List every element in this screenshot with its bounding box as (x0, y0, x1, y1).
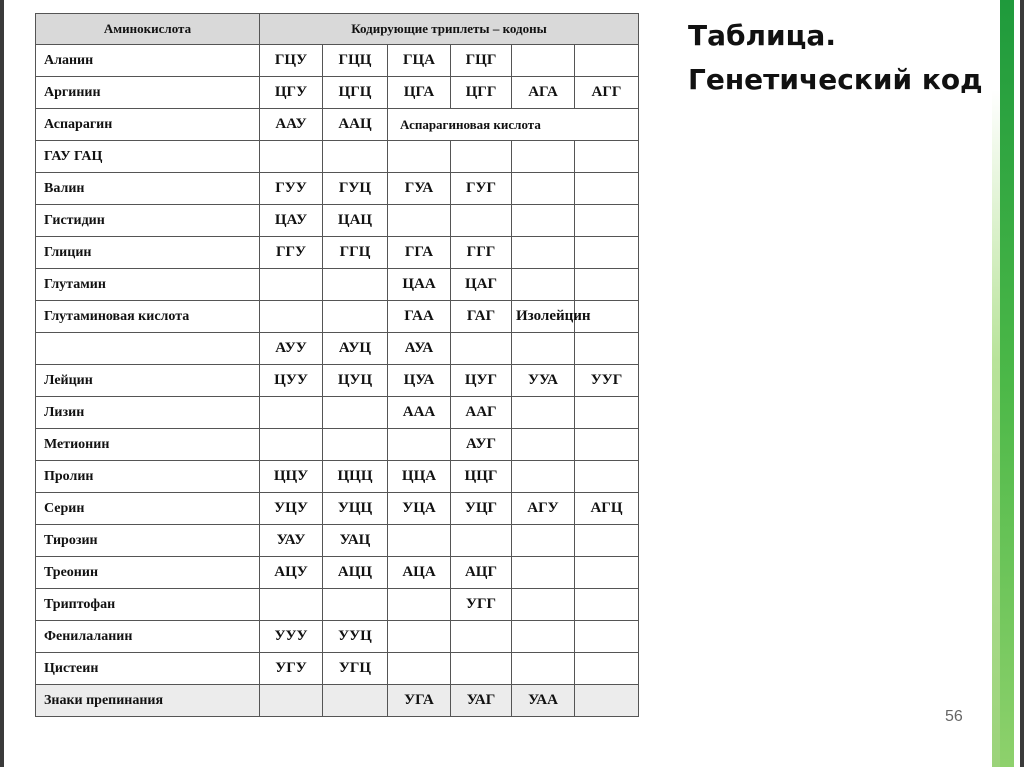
table-row (36, 621, 639, 653)
codon-cell: АЦГ (451, 557, 512, 589)
slide (4, 0, 1020, 767)
codon-cell: ЦГУ (260, 77, 323, 109)
amino-acid-cell: Глицин (36, 237, 260, 269)
slide-title (688, 14, 983, 102)
codon-cell: ГЦУ (260, 45, 323, 77)
codon-cell: ААЦ (323, 109, 388, 141)
table-row (36, 141, 639, 173)
codon-cell (512, 269, 575, 301)
codon-cell: УАА (512, 685, 575, 717)
codon-cell: ГУУ (260, 173, 323, 205)
table-row (36, 653, 639, 685)
codon-cell (388, 589, 451, 621)
table-row (36, 397, 639, 429)
codon-cell (512, 173, 575, 205)
table-row (36, 269, 639, 301)
codon-cell: ГАА (388, 301, 451, 333)
codon-cell (575, 429, 639, 461)
codon-cell (575, 685, 639, 717)
amino-acid-cell: Валин (36, 173, 260, 205)
codon-cell: ЦЦА (388, 461, 451, 493)
codon-cell: ГГЦ (323, 237, 388, 269)
codon-cell: АУЦ (323, 333, 388, 365)
codon-cell: УГЦ (323, 653, 388, 685)
codon-cell: АЦЦ (323, 557, 388, 589)
codon-cell (323, 301, 388, 333)
amino-acid-cell: Тирозин (36, 525, 260, 557)
decorative-stripe (1000, 0, 1014, 767)
codon-cell: ЦАЦ (323, 205, 388, 237)
codon-cell (388, 141, 451, 173)
table-row (36, 45, 639, 77)
codon-cell: УУА (512, 365, 575, 397)
table-row (36, 557, 639, 589)
codon-cell: ЦУА (388, 365, 451, 397)
amino-acid-cell: Фенилаланин (36, 621, 260, 653)
table-row (36, 205, 639, 237)
codon-cell (575, 269, 639, 301)
codon-cell: УАУ (260, 525, 323, 557)
genetic-code-table (35, 13, 639, 717)
codon-cell (260, 589, 323, 621)
codon-cell: ЦУЦ (323, 365, 388, 397)
codon-cell: ЦЦГ (451, 461, 512, 493)
codon-cell (512, 205, 575, 237)
table-row (36, 525, 639, 557)
header-amino-acid: Аминокислота (36, 14, 260, 45)
codon-cell (260, 269, 323, 301)
codon-cell: ЦАУ (260, 205, 323, 237)
table-row (36, 237, 639, 269)
codon-cell: УЦА (388, 493, 451, 525)
codon-cell: ААУ (260, 109, 323, 141)
codon-cell: УУГ (575, 365, 639, 397)
codon-cell: ГГА (388, 237, 451, 269)
codon-cell: ЦАГ (451, 269, 512, 301)
table-row (36, 333, 639, 365)
amino-acid-cell: Лизин (36, 397, 260, 429)
amino-acid-cell: Аспарагин (36, 109, 260, 141)
codon-cell (575, 141, 639, 173)
codon-cell (512, 525, 575, 557)
codon-cell (512, 589, 575, 621)
table-row (36, 77, 639, 109)
codon-cell (512, 653, 575, 685)
codon-cell (451, 621, 512, 653)
codon-cell: УГА (388, 685, 451, 717)
codon-cell (512, 141, 575, 173)
amino-acid-cell: Триптофан (36, 589, 260, 621)
codon-cell (451, 141, 512, 173)
genetic-code-table-container (35, 13, 638, 717)
table-row (36, 109, 639, 141)
codon-cell (575, 397, 639, 429)
codon-cell: УЦЦ (323, 493, 388, 525)
amino-acid-cell: Аланин (36, 45, 260, 77)
codon-cell (575, 461, 639, 493)
title-line-1: Таблица. (688, 19, 836, 52)
codon-cell: ГУА (388, 173, 451, 205)
codon-cell: АГГ (575, 77, 639, 109)
codon-cell (260, 429, 323, 461)
codon-cell: ГУЦ (323, 173, 388, 205)
codon-cell: АГА (512, 77, 575, 109)
codon-cell (388, 621, 451, 653)
codon-cell: ЦГЦ (323, 77, 388, 109)
codon-cell: ГЦГ (451, 45, 512, 77)
table-row (36, 461, 639, 493)
codon-cell: АУУ (260, 333, 323, 365)
codon-cell (575, 333, 639, 365)
amino-acid-cell: Глутамин (36, 269, 260, 301)
codon-cell: ААГ (451, 397, 512, 429)
codon-cell: УГГ (451, 589, 512, 621)
codon-cell (323, 397, 388, 429)
codon-cell: АУГ (451, 429, 512, 461)
amino-acid-cell: Треонин (36, 557, 260, 589)
codon-cell (323, 141, 388, 173)
codon-cell (323, 589, 388, 621)
decorative-stripe-light (992, 90, 1000, 767)
codon-cell (575, 621, 639, 653)
codon-cell: ЦГА (388, 77, 451, 109)
codon-cell: УАЦ (323, 525, 388, 557)
codon-cell (575, 45, 639, 77)
codon-cell (512, 557, 575, 589)
amino-acid-cell: Пролин (36, 461, 260, 493)
codon-cell (512, 45, 575, 77)
codon-cell: ЦЦУ (260, 461, 323, 493)
table-body (36, 45, 639, 717)
codon-cell (260, 141, 323, 173)
table-row (36, 493, 639, 525)
codon-cell: УЦГ (451, 493, 512, 525)
codon-cell (512, 333, 575, 365)
codon-cell (451, 333, 512, 365)
codon-cell: Изолейцин (512, 301, 575, 333)
codon-cell (388, 525, 451, 557)
codon-cell (451, 205, 512, 237)
codon-cell: ГЦЦ (323, 45, 388, 77)
codon-cell (451, 653, 512, 685)
codon-cell: ГЦА (388, 45, 451, 77)
amino-acid-cell: Аргинин (36, 77, 260, 109)
codon-cell: ЦУУ (260, 365, 323, 397)
title-line-2: Генетический код (688, 63, 983, 96)
codon-cell: АУА (388, 333, 451, 365)
codon-cell: ГУГ (451, 173, 512, 205)
table-header-row (36, 14, 639, 45)
codon-cell (575, 173, 639, 205)
codon-cell (388, 205, 451, 237)
codon-cell: ЦАА (388, 269, 451, 301)
codon-cell: ААА (388, 397, 451, 429)
amino-acid-cell: ГАУ ГАЦ (36, 141, 260, 173)
table-row (36, 365, 639, 397)
codon-cell: ЦЦЦ (323, 461, 388, 493)
header-codons: Кодирующие триплеты – кодоны (260, 14, 639, 45)
codon-cell (512, 237, 575, 269)
codon-cell: ГГГ (451, 237, 512, 269)
codon-cell: ГАГ (451, 301, 512, 333)
codon-cell (575, 237, 639, 269)
codon-cell (575, 589, 639, 621)
codon-cell (451, 525, 512, 557)
table-row (36, 301, 639, 333)
table-row (36, 589, 639, 621)
amino-acid-cell: Лейцин (36, 365, 260, 397)
codon-cell: УУЦ (323, 621, 388, 653)
amino-acid-cell: Гистидин (36, 205, 260, 237)
codon-cell: ЦУГ (451, 365, 512, 397)
codon-cell (575, 205, 639, 237)
page-number: 56 (945, 708, 963, 725)
aspartic-acid-note: Аспарагиновая кислота (388, 109, 639, 141)
codon-cell (575, 525, 639, 557)
codon-cell: АЦУ (260, 557, 323, 589)
codon-cell (260, 397, 323, 429)
amino-acid-cell (36, 333, 260, 365)
codon-cell (512, 397, 575, 429)
codon-cell: ЦГГ (451, 77, 512, 109)
codon-cell: АГЦ (575, 493, 639, 525)
codon-cell (323, 685, 388, 717)
codon-cell: АГУ (512, 493, 575, 525)
codon-cell (512, 621, 575, 653)
table-row (36, 429, 639, 461)
codon-cell (512, 461, 575, 493)
codon-cell (260, 685, 323, 717)
amino-acid-cell: Знаки препинания (36, 685, 260, 717)
amino-acid-cell: Метионин (36, 429, 260, 461)
codon-cell: АЦА (388, 557, 451, 589)
codon-cell (388, 653, 451, 685)
amino-acid-cell: Глутаминовая кислота (36, 301, 260, 333)
amino-acid-cell: Цистеин (36, 653, 260, 685)
codon-cell: УУУ (260, 621, 323, 653)
codon-cell (260, 301, 323, 333)
table-row (36, 685, 639, 717)
codon-cell (575, 653, 639, 685)
codon-cell: УГУ (260, 653, 323, 685)
codon-cell (388, 429, 451, 461)
table-row (36, 173, 639, 205)
codon-cell (323, 269, 388, 301)
codon-cell: УАГ (451, 685, 512, 717)
amino-acid-cell: Серин (36, 493, 260, 525)
codon-cell (323, 429, 388, 461)
codon-cell (575, 557, 639, 589)
codon-cell: УЦУ (260, 493, 323, 525)
codon-cell: ГГУ (260, 237, 323, 269)
codon-cell (512, 429, 575, 461)
